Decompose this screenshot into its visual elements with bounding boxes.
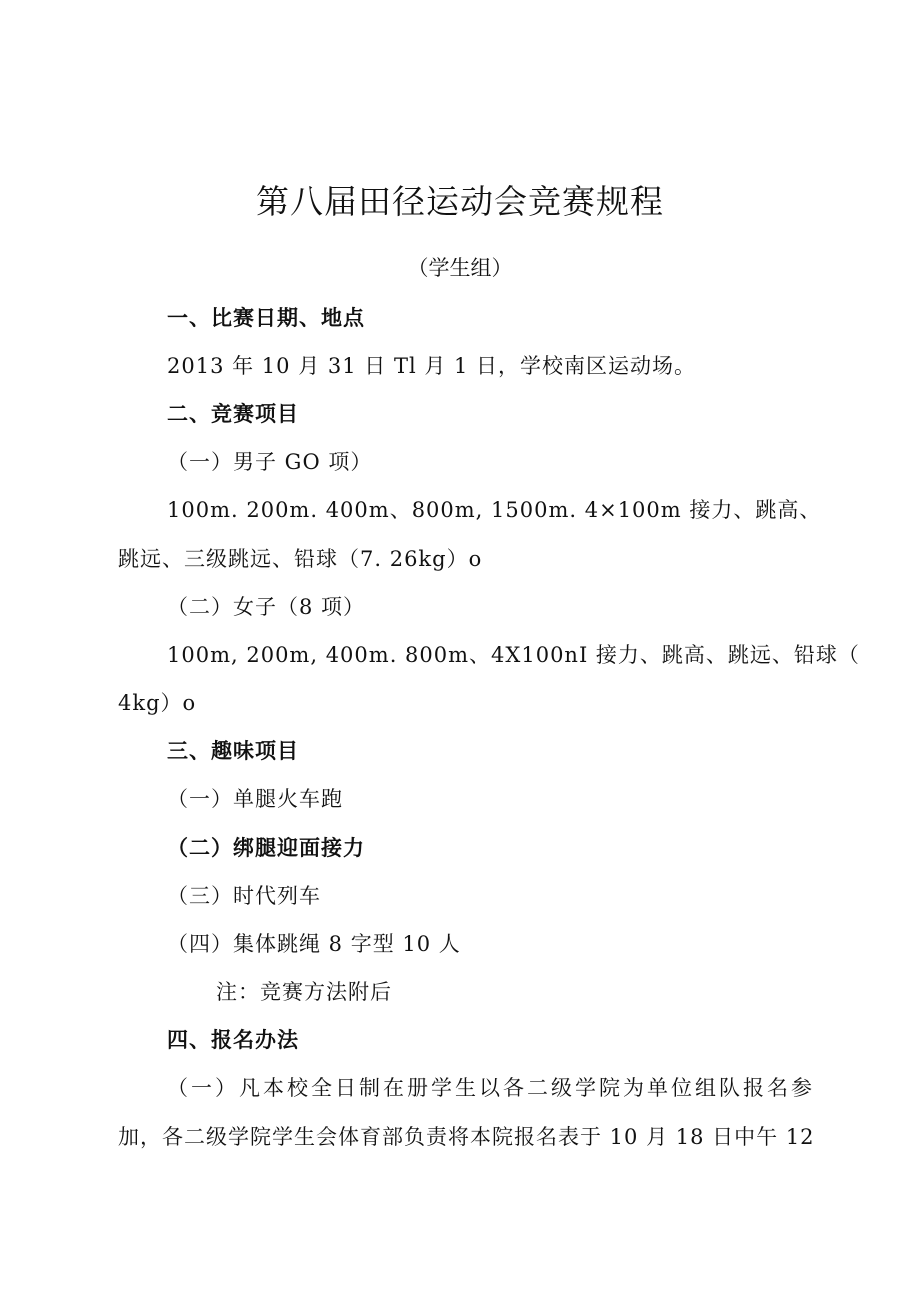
women-events-label: （二）女子（8 项）: [167, 595, 366, 619]
document-subtitle: （学生组）: [407, 256, 513, 280]
fun-event-4: （四）集体跳绳 8 字型 10 人: [167, 932, 461, 956]
registration-line-1: （一）凡本校全日制在册学生以各二级学院为单位组队报名参: [167, 1076, 815, 1100]
section-heading-schedule: 一、比赛日期、地点: [167, 306, 365, 330]
women-events-line-1: 100m, 200m, 400m. 800m、4X100nI 接力、跳高、跳远、铅球（: [167, 643, 860, 667]
section-heading-events: 二、竞赛项目: [167, 402, 299, 426]
fun-event-2: （二）绑腿迎面接力: [167, 836, 365, 860]
fun-event-1: （一）单腿火车跑: [167, 787, 343, 811]
men-events-label: （一）男子 GO 项）: [167, 450, 373, 474]
fun-event-3: （三）时代列车: [167, 884, 321, 908]
section-heading-registration: 四、报名办法: [167, 1028, 299, 1052]
section-heading-fun-events: 三、趣味项目: [167, 739, 299, 763]
women-events-line-2: 4kg）o: [118, 691, 197, 715]
fun-events-note: 注：竞赛方法附后: [216, 980, 392, 1004]
registration-line-2: 加，各二级学院学生会体育部负责将本院报名表于 10 月 18 日中午 12: [118, 1125, 815, 1149]
document-title: 第八届田径运动会竞赛规程: [256, 182, 664, 221]
men-events-line-2: 跳远、三级跳远、铅球（7. 26kg）o: [118, 547, 483, 571]
men-events-line-1: 100m. 200m. 400m、800m, 1500m. 4×100m 接力、跳高、: [167, 498, 822, 522]
schedule-text: 2013 年 10 月 31 日 Tl 月 1 日，学校南区运动场。: [167, 354, 697, 378]
